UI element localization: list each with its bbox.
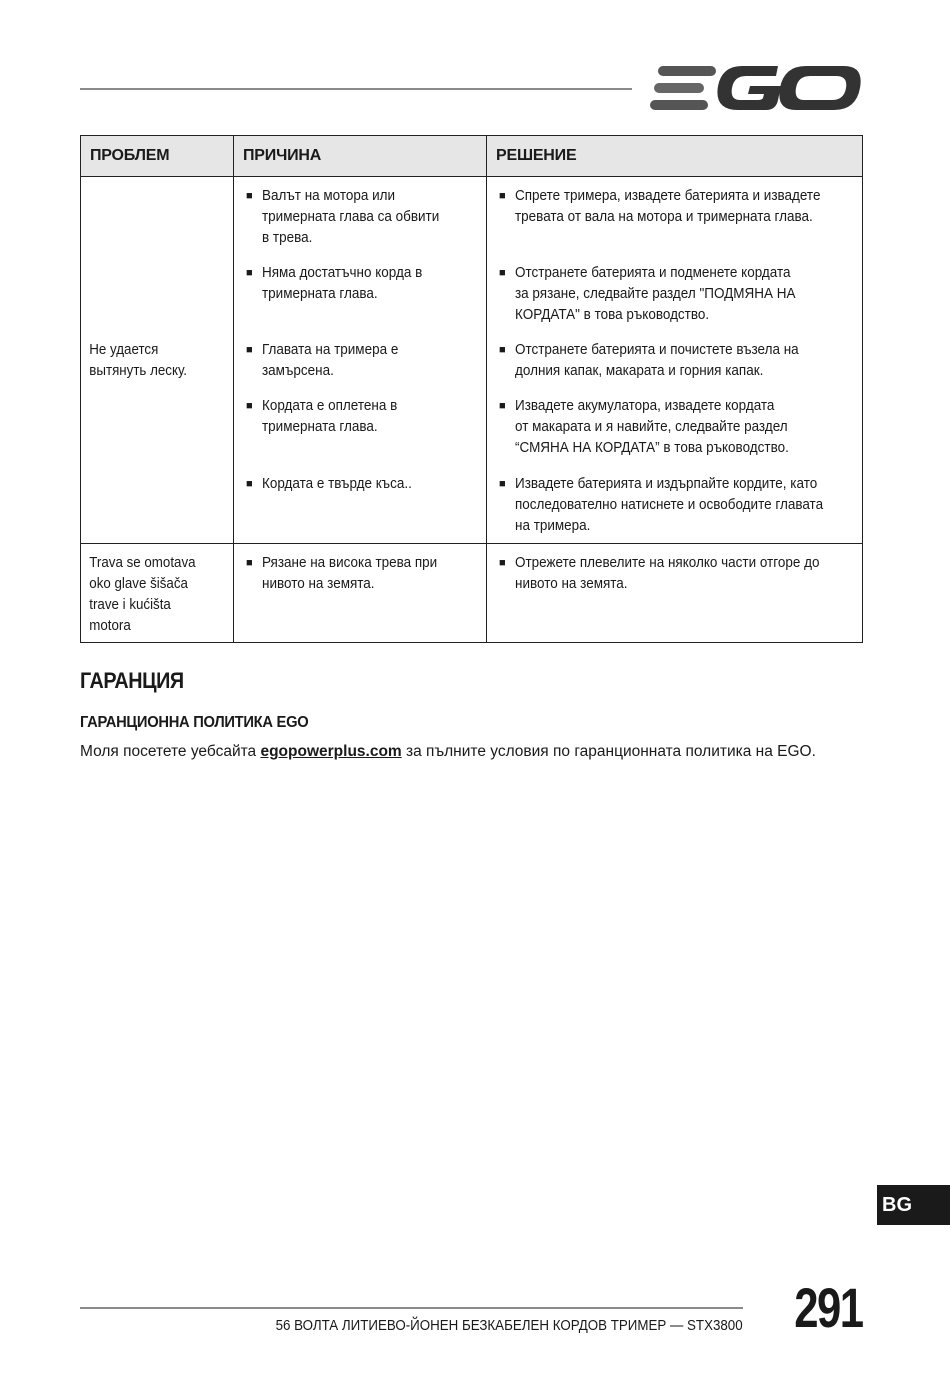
warranty-text xyxy=(80,743,816,761)
cause-text: Кордата е твърде къса.. xyxy=(262,476,412,492)
ego-logo xyxy=(650,62,862,114)
language-tab: BG xyxy=(877,1185,950,1225)
egopowerplus-link[interactable]: egopowerplus.com xyxy=(260,743,402,760)
footer-rule xyxy=(80,1307,743,1309)
cause-cell xyxy=(234,544,487,643)
table-row xyxy=(81,177,863,544)
list-item: ■ Извадете батерията и издърпайте кордите, като последователно натиснете и освободите главата на тримера. xyxy=(499,474,858,537)
problem-text: Trava se omotava oko glave šišača trave i kućišta motora xyxy=(89,555,196,634)
list-item: ■ Рязане на висока трева при нивото на земята. xyxy=(246,553,482,595)
solution-text: Извадете акумулатора, извадете кордата от макарата и я навийте, следвайте раздел “СМЯНА НА КОРДАТА” в това ръководство. xyxy=(515,398,789,456)
table-row xyxy=(81,544,863,643)
cause-text: Няма достатъчно корда в тримерната глава. xyxy=(262,265,423,302)
solution-cell xyxy=(487,544,863,643)
header-rule xyxy=(80,88,632,90)
solution-text: Спрете тримера, извадете батерията и извадете тревата от вала на мотора и тримерната глава. xyxy=(515,188,821,225)
cause-text: Рязане на висока трева при нивото на земята. xyxy=(262,555,438,592)
solution-text: Отрежете плевелите на няколко части отгоре до нивото на земята. xyxy=(515,555,820,592)
cause-text: Кордата е оплетена в тримерната глава. xyxy=(262,398,398,435)
header-problem: ПРОБЛЕМ xyxy=(81,136,234,177)
list-item: ■ Кордата е оплетена в тримерната глава. xyxy=(246,396,482,438)
header-cause: ПРИЧИНА xyxy=(234,136,487,177)
list-item: ■ Главата на тримера е замърсена. xyxy=(246,340,482,382)
list-item: ■ Няма достатъчно корда в тримерната глава. xyxy=(246,263,482,305)
list-item: ■ Извадете акумулатора, извадете кордата от макарата и я навийте, следвайте раздел “СМЯНА НА КОРДАТА” в това ръководство. xyxy=(499,396,858,459)
list-item: ■ Отстранете батерията и почистете възела на долния капак, макарата и горния капак. xyxy=(499,340,858,382)
warranty-policy-subtitle: ГАРАНЦИОННА ПОЛИТИКА EGO xyxy=(80,714,309,731)
troubleshooting-table xyxy=(80,135,863,643)
list-item: ■ Отстранете батерията и подменете кордата за рязане, следвайте раздел "ПОДМЯНА НА КОРДАТА" в това ръководство. xyxy=(499,263,858,326)
problem-cell xyxy=(81,177,234,544)
solution-text: Отстранете батерията и подменете кордата за рязане, следвайте раздел "ПОДМЯНА НА КОРДАТА" в това ръководство. xyxy=(515,265,796,323)
warranty-title: ГАРАНЦИЯ xyxy=(80,668,184,693)
warranty-text-after: за пълните условия по гаранционната политика на EGO. xyxy=(401,743,816,760)
list-item: ■ Спрете тримера, извадете батерията и извадете тревата от вала на мотора и тримерната глава. xyxy=(499,186,858,228)
problem-cell xyxy=(81,544,234,643)
footer-product-title: 56 ВОЛТА ЛИТИЕВО-ЙОНЕН БЕЗКАБЕЛЕН КОРДОВ ТРИМЕР — STX3800 xyxy=(275,1318,743,1334)
list-item: ■ Отрежете плевелите на няколко части отгоре до нивото на земята. xyxy=(499,553,858,595)
solution-text: Отстранете батерията и почистете възела на долния капак, макарата и горния капак. xyxy=(515,342,799,379)
header-solution: РЕШЕНИЕ xyxy=(487,136,863,177)
cause-text: Главата на тримера е замърсена. xyxy=(262,342,399,379)
problem-text: Не удается вытянуть леску. xyxy=(89,342,188,379)
solution-cell xyxy=(487,177,863,544)
cause-cell xyxy=(234,177,487,544)
solution-text: Извадете батерията и издърпайте кордите, като последователно натиснете и освободите главата на тримера. xyxy=(515,476,824,534)
list-item: ■ Кордата е твърде къса.. xyxy=(246,474,482,495)
cause-text: Валът на мотора или тримерната глава са обвити в трева. xyxy=(262,188,440,246)
warranty-text-before: Моля посетете уебсайта xyxy=(80,743,261,760)
page-number: 291 xyxy=(793,1276,862,1339)
list-item: ■ Валът на мотора или тримерната глава са обвити в трева. xyxy=(246,186,482,249)
